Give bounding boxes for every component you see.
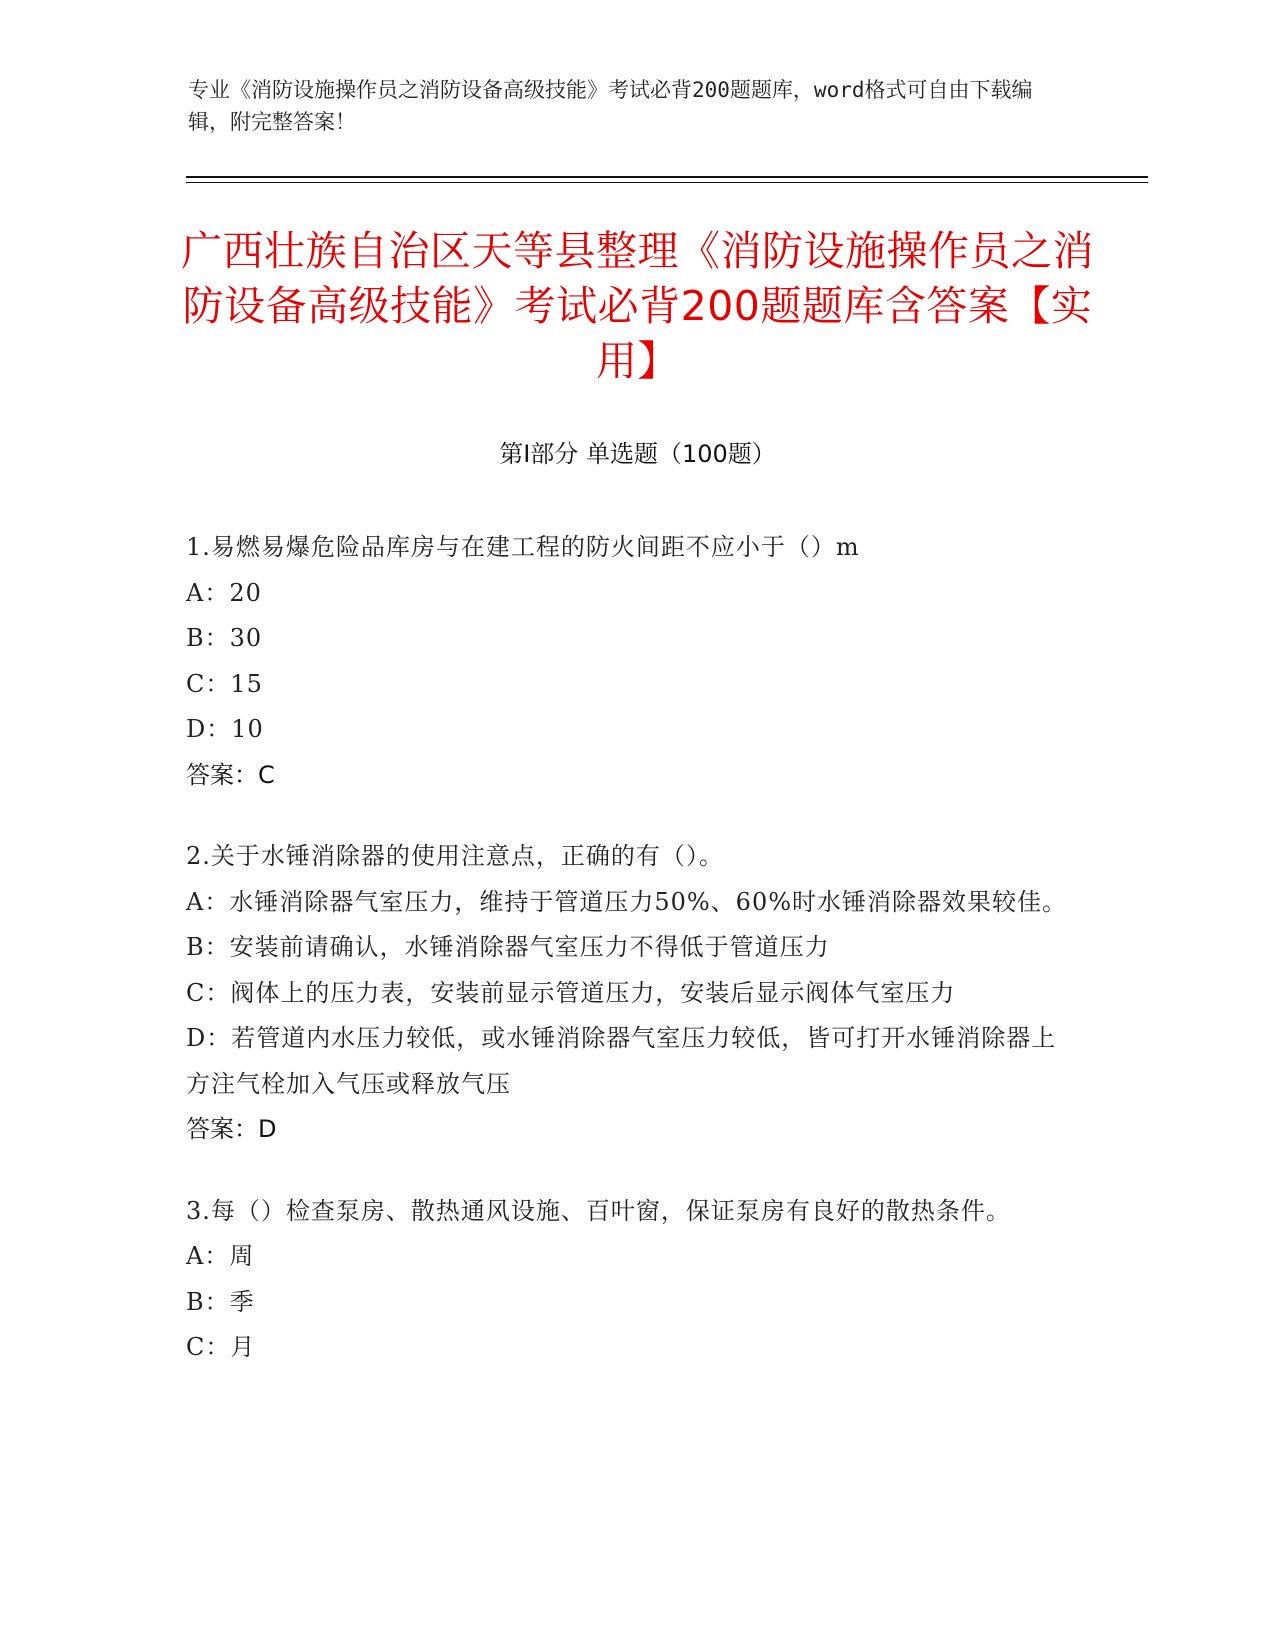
header-divider-thick bbox=[186, 176, 1148, 178]
option-d: D：10 bbox=[186, 715, 264, 743]
section-heading: 第Ⅰ部分 单选题（100题） bbox=[499, 440, 776, 468]
document-title: 广西壮族自治区天等县整理《消防设施操作员之消防设备高级技能》考试必背200题题库含答案【实用】 bbox=[181, 227, 1094, 385]
option-b: B：30 bbox=[186, 624, 263, 652]
answer-line: 答案：C bbox=[186, 760, 275, 789]
question-2 bbox=[186, 834, 1076, 1153]
option-a: A：20 bbox=[186, 578, 262, 607]
option-b: B：安装前请确认，水锤消除器气室压力不得低于管道压力 bbox=[186, 933, 830, 961]
question-3 bbox=[186, 1189, 1076, 1371]
question-stem: 3.每（）检查泵房、散热通风设施、百叶窗，保证泵房有良好的散热条件。 bbox=[186, 1196, 1011, 1225]
question-stem: 1.易燃易爆危险品库房与在建工程的防火间距不应小于（）m bbox=[186, 533, 860, 561]
option-c: C：15 bbox=[186, 669, 263, 698]
header-divider-thin bbox=[186, 182, 1148, 183]
question-1 bbox=[186, 525, 1076, 798]
option-d: D：若管道内水压力较低，或水锤消除器气室压力较低，皆可打开水锤消除器上方注气栓加入气压或释放气压 bbox=[186, 1024, 1057, 1098]
question-list bbox=[186, 525, 1076, 1407]
option-b: B：季 bbox=[186, 1287, 255, 1316]
question-stem: 2.关于水锤消除器的使用注意点，正确的有（）。 bbox=[186, 842, 724, 870]
header-note: 专业《消防设施操作员之消防设备高级技能》考试必背200题题库，word格式可自由下载编辑，附完整答案！ bbox=[188, 78, 1033, 134]
option-a: A：周 bbox=[186, 1242, 255, 1270]
option-c: C：阀体上的压力表，安装前显示管道压力，安装后显示阀体气室压力 bbox=[186, 978, 956, 1007]
answer-line: 答案：D bbox=[186, 1115, 277, 1143]
option-c: C：月 bbox=[186, 1333, 256, 1361]
option-a: A：水锤消除器气室压力，维持于管道压力50%、60%时水锤消除器效果较佳。 bbox=[186, 887, 1068, 916]
